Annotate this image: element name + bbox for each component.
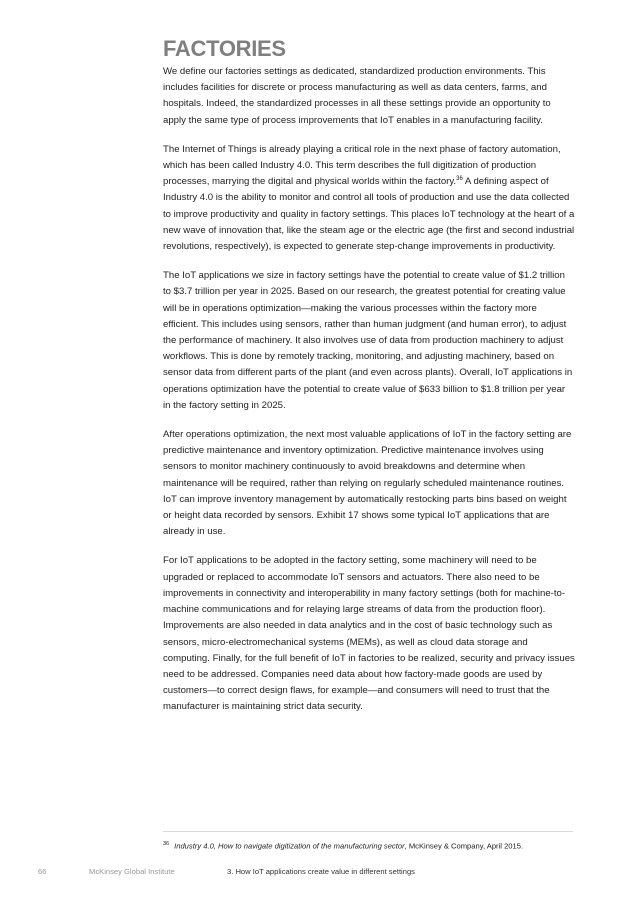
- section-heading: FACTORIES: [163, 36, 286, 61]
- footnote-reference: 36: [456, 176, 463, 183]
- paragraph-4: After operations optimization, the next most valuable applications of IoT in the factory setting are predictive maintenance and inventory optimization. Predictive maintenance involves using sensors to monitor machinery continuously to avoid breakdowns and determine when maintenance will be required, rather than relying on regularly scheduled maintenance routines. IoT can improve inventory management by automatically restocking parts bins based on weight or height data recorded by sensors. Exhibit 17 shows some typical IoT applications that are already in use.: [163, 429, 572, 538]
- paragraph-3: The IoT applications we size in factory settings have the potential to create value of $1.2 trillion to $3.7 trillion per year in 2025. Based on our research, the greatest potential for creating value will be in operations optimization—making the various processes within the factory more efficient. This includes using sensors, rather than human judgment (and human error), to adjust the performance of machinery. It also involves use of data from production machinery to adjust workflows. This is done by remotely tracking, monitoring, and adjusting machinery, based on sensor data from different parts of the plant (and even across plants). Overall, IoT applications in operations optimization have the potential to create value of $633 billion to $1.8 trillion per year in the factory setting in 2025.: [163, 270, 573, 411]
- paragraph-1: We define our factories settings as dedicated, standardized production environments. This includes facilities for discrete or process manufacturing as well as data centers, farms, and hospitals. Indeed, the standardized processes in all these settings provide an opportunity to apply the same type of process improvements that IoT enables in a manufacturing facility.: [163, 66, 551, 126]
- page-number: 66: [38, 867, 47, 876]
- footnote-source: , McKinsey & Company, April 2015.: [404, 841, 524, 851]
- footer-publisher: McKinsey Global Institute: [89, 867, 175, 876]
- paragraph-5: For IoT applications to be adopted in the factory setting, some machinery will need to be upgraded or replaced to accommodate IoT sensors and actuators. There also need to be improvements in connectivity and interoperability in many factory settings (both for machine-to-machine communications and for relaying large streams of data from the production floor). Improvements are also needed in data analytics and in the cost of basic technology such as sensors, micro-electromechanical systems (MEMs), as well as cloud data storage and computing. Finally, for the full benefit of IoT in factories to be realized, security and privacy issues need to be addressed. Companies need data about how factory-made goods are used by customers—to correct design flaws, for example—and consumers will need to trust that the manufacturer is maintaining strict data security.: [163, 555, 575, 713]
- body-text: [163, 64, 575, 729]
- footer-section-title: 3. How IoT applications create value in different settings: [227, 867, 415, 876]
- paragraph-2-text-continued: A defining aspect of Industry 4.0 is the ability to monitor and control all tools of production and use the data collected to improve productivity and quality in factory settings. This places IoT technology at the heart of a new wave of innovation that, like the steam age or the electric age (the first and second industrial revolutions, respectively), is expected to generate step-change improvements in productivity.: [163, 176, 575, 253]
- footnote-title: Industry 4.0, How to navigate digitization of the manufacturing sector: [174, 841, 405, 851]
- paragraph-2: [163, 142, 575, 255]
- footnote-number: 36: [163, 841, 170, 847]
- footnote: [163, 841, 523, 851]
- footnote-divider: [163, 831, 573, 832]
- paragraph-2-text: The Internet of Things is already playing a critical role in the next phase of factory automation, which has been called Industry 4.0. This term describes the full digitization of production processes, marrying the digital and physical worlds within the factory.: [163, 143, 561, 188]
